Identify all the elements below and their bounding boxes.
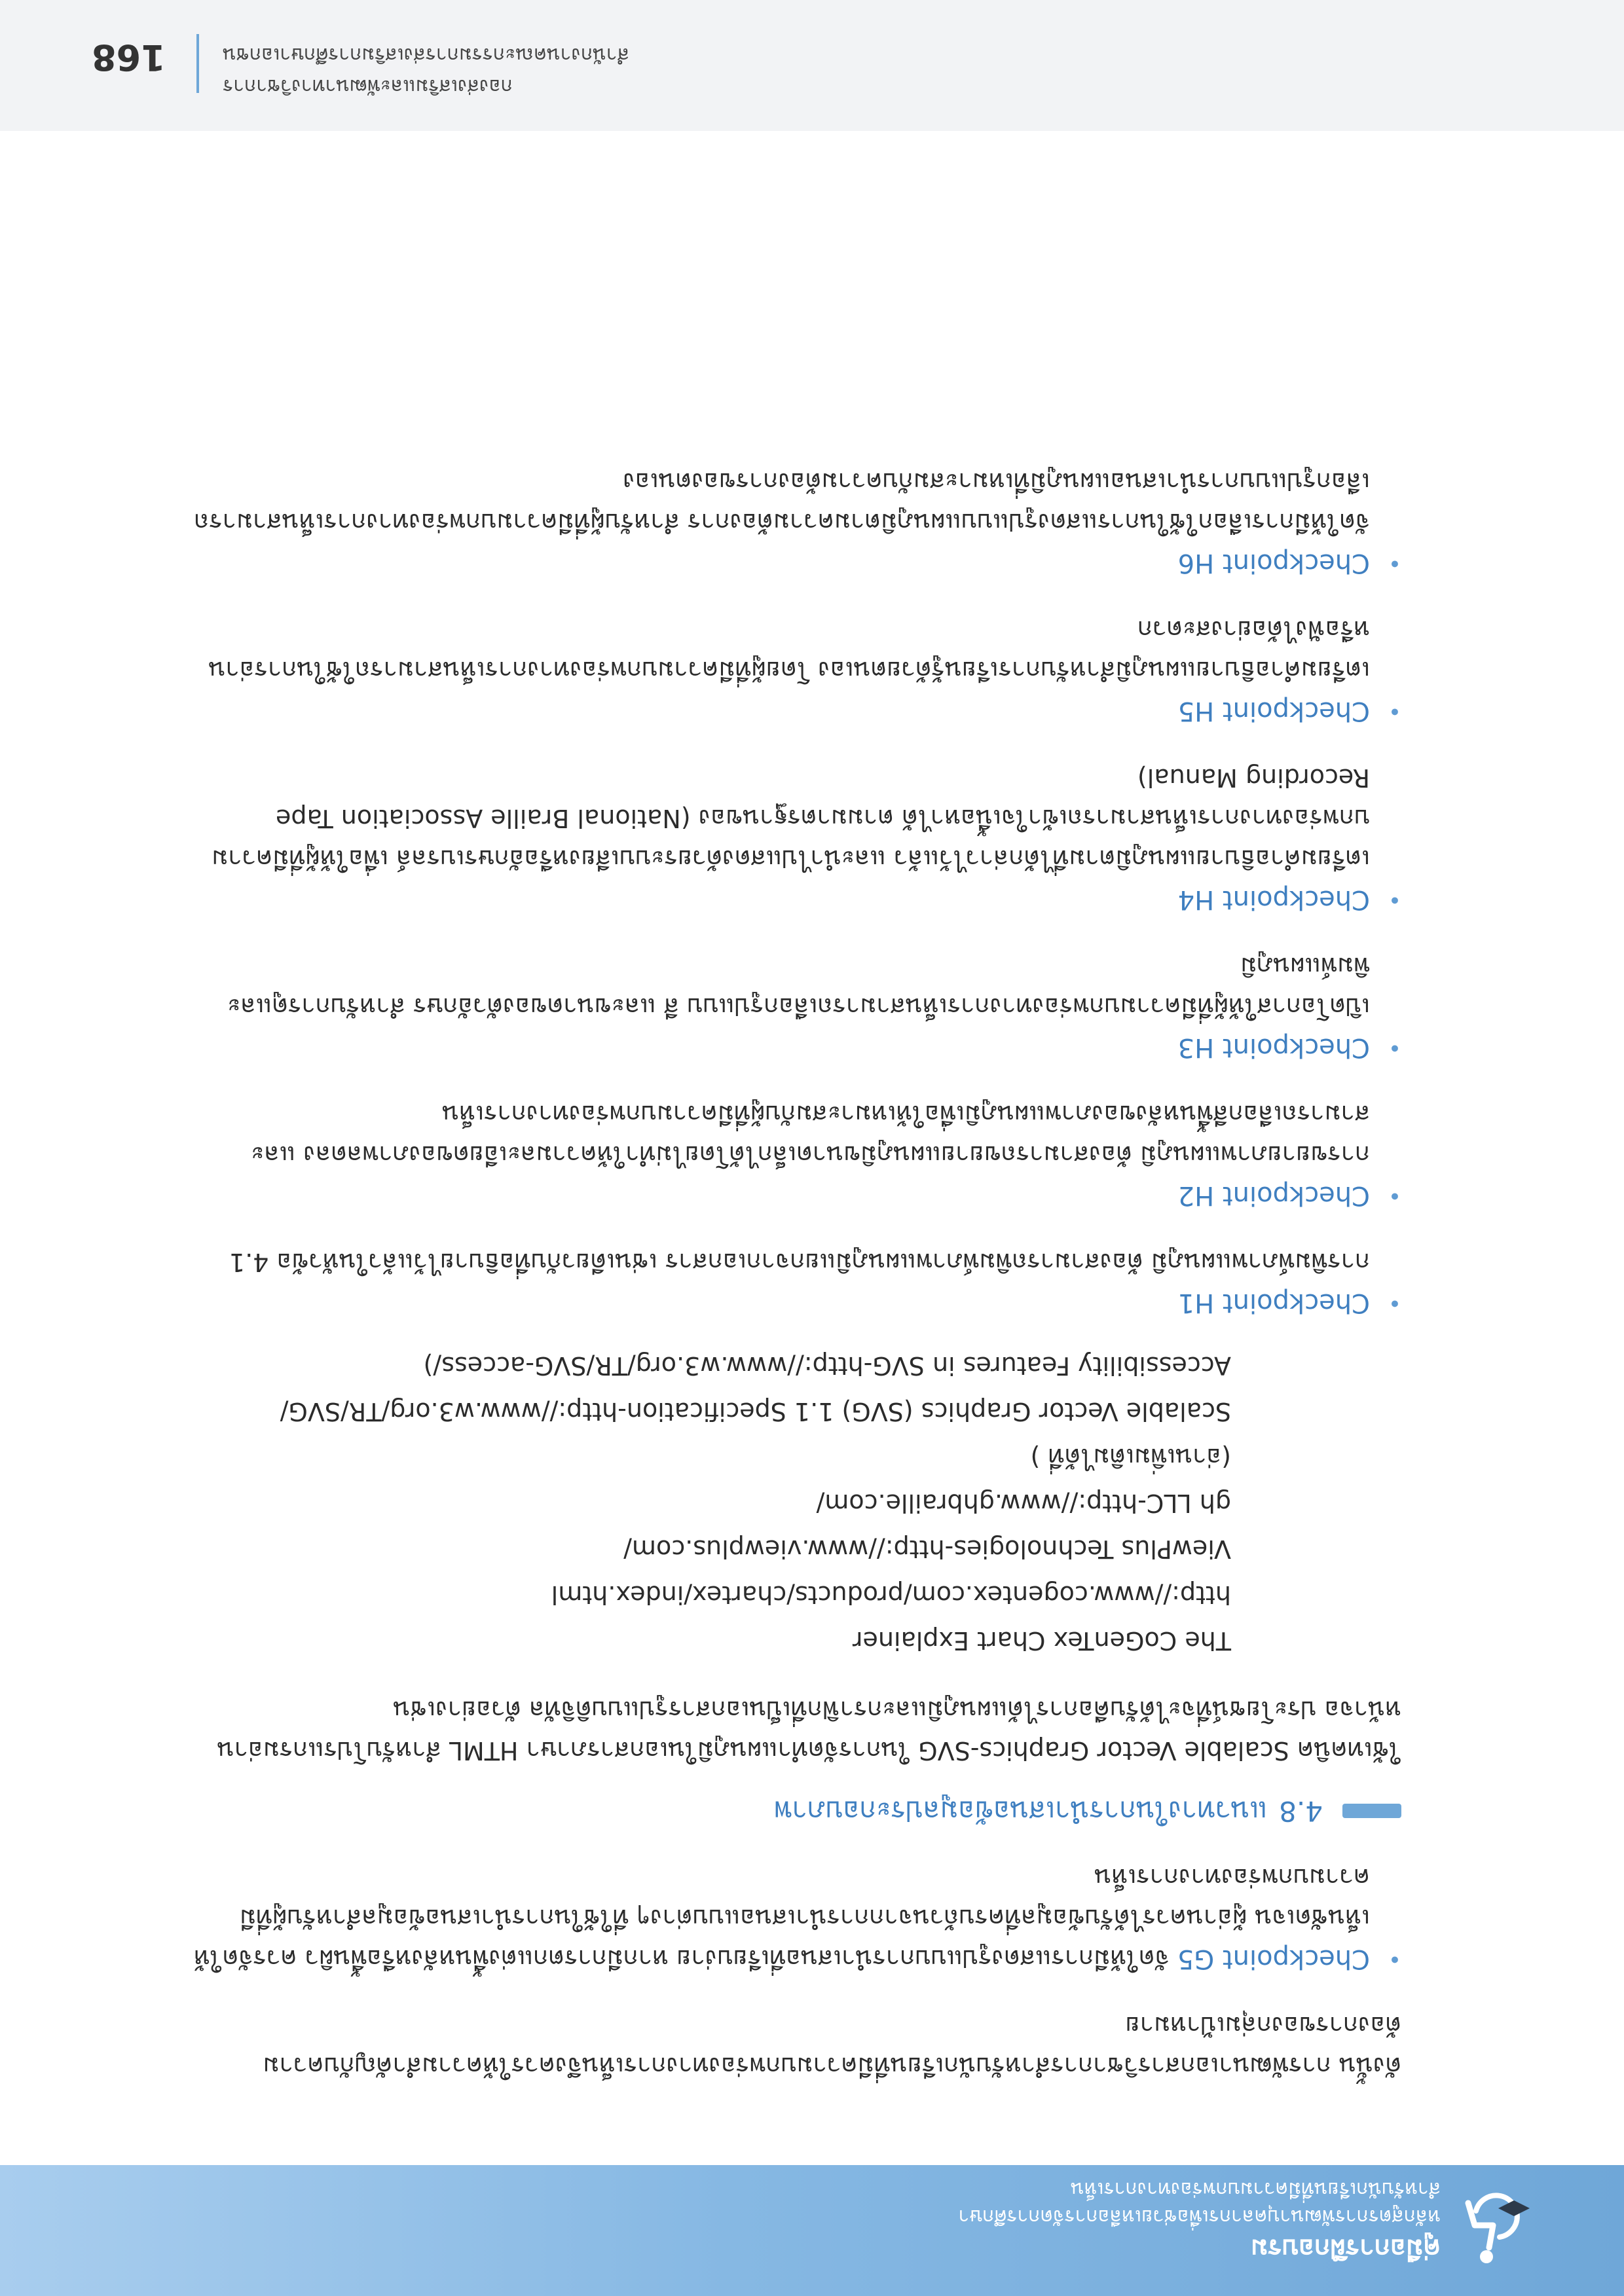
reference-item: ViewPlus Technologies-http://www.viewplus.com/ (623, 1535, 1231, 1563)
checkpoint-text: การขยายภาพแผนภูมิ ต้องสามารถขยายแผนภูมิขนาดเล็กได้โดยไม่ทำให้ความละเอียดของภาพลดลง และสามารถเลือกสีพื้นหลังของภาพแผนภูมิเพื่อให้เหมาะสมกับผู้ที่มีความบกพร่องทางการเห็น (250, 1100, 1370, 1169)
footer-divider (196, 34, 199, 93)
reference-item: gh LLC-http://www.ghbraille.com/ (816, 1489, 1231, 1518)
footer-org-line-2: สำนักงานคณะกรรมการส่งเสริมการศึกษาเอกชน (223, 43, 629, 66)
checkpoint-label: Checkpoint H4 (1177, 884, 1370, 915)
reference-item: Accessibility Features in SVG-http://www.w3.org/TR/SVG-access/) (423, 1351, 1231, 1380)
checkpoint-g5 (183, 1857, 1401, 1979)
section-bar-icon (1342, 1804, 1401, 1818)
main-content (183, 435, 1401, 2086)
checkpoint-text: เตรียมคำอธิบายแผนภูมิตามที่ได้กล่าวไว้แล้ว และนำไปแสดงด้วยระบบเสียงหรืออักษรเบรลล์ เพื่อให้ผู้ที่มีความบกพร่องทางการเห็นสามารถเข้าใจเนื้อหาได้ ตามมาตรฐานของ (National Braille Association Tape Recording Manual) (212, 763, 1370, 873)
checkpoint-h3 (183, 1027, 1401, 1068)
intro-paragraph: ดังนั้น การพัฒนาเอกสารวิชาการสำหรับนักเรียนที่มีความบกพร่องทางการเห็นจึงควรให้ความสำคัญกับความต้องการของกลุ่มเป้าหมาย (263, 2011, 1401, 2081)
reference-item: The CoGenTex Chart Explainer (852, 1626, 1231, 1655)
bullet-icon: • (1388, 1034, 1401, 1061)
checkpoint-h2 (183, 1175, 1401, 1216)
page-number: 168 (92, 37, 166, 78)
bullet-icon: • (1388, 698, 1401, 724)
checkpoint-label: Checkpoint H5 (1177, 696, 1370, 726)
reference-list (183, 1343, 1231, 1664)
footer-band (0, 0, 1624, 131)
section-number: 4.8 (1279, 1795, 1323, 1827)
bullet-icon: • (1388, 1946, 1401, 1972)
footer-org-line-1: กองส่งเสริมและพัฒนาทางวิชาการ (223, 75, 513, 98)
header-subtitle: หลักสูตรการพัฒนาบุคลากรเพื่อช่วยเหลือการจัดการศึกษา (958, 2205, 1441, 2228)
checkpoint-text: เปิดโอกาสให้ผู้ที่มีความบกพร่องทางการเห็นสามารถเลือกรูปแบบ สี และขนาดของตัวอักษร สำหรับการดูและพิมพ์แผนภูมิ (227, 952, 1370, 1021)
checkpoint-text: เตรียมคำอธิบายแผนภูมิสำหรับการเรียนรู้ด้วยตนเอง โดยผู้ที่มีความบกพร่องทางการเห็นสามารถใช้ในการอ่านหรือฟังได้อย่างสะดวก (208, 615, 1370, 685)
section-heading-4-8 (183, 1791, 1401, 1831)
checkpoint-text: การพิมพ์ภาพแผนภูมิ ต้องสามารถพิมพ์ภาพแผนภูมิแยกจากเอกสาร เช่นเดียวกับที่อธิบายไว้แล้วในหัวข้อ 4.1 (229, 1248, 1370, 1277)
header-band (0, 2165, 1624, 2296)
checkpoint-h6 (183, 543, 1401, 583)
checkpoint-h1 (183, 1283, 1401, 1323)
bullet-icon: • (1388, 1290, 1401, 1316)
checkpoint-h4 (183, 879, 1401, 920)
section-intro: ใช้เทคนิค Scalable Vector Graphics-SVG ในการจัดทำแผนภูมิในเอกสารภาษา HTML สำหรับโปรแกรมอ่านหน้าจอ ประโยชน์ที่จะได้รับคือการได้แผนภูมิและกราฟิกที่เป็นเอกสารรูปแบบดิจิทัล ตัวอย่างเช่น (217, 1696, 1401, 1765)
header-subtitle-2: สำหรับนักเรียนที่มีความบกพร่องทางการเห็น (1071, 2178, 1441, 2200)
checkpoint-label: Checkpoint H6 (1177, 548, 1370, 578)
checkpoint-label: Checkpoint H2 (1177, 1180, 1370, 1211)
checkpoint-text: จัดให้มีการเลือกใช้ในการแสดงรูปแบบแผนภูมิตามความต้องการ สำหรับผู้ที่มีความบกพร่องทางการเห็นสามารถเลือกรูปแบบการนำเสนอแผนภูมิที่เหมาะสมกับความต้องการของตนเอง (194, 467, 1370, 537)
checkpoint-text: จัดให้มีการแสดงรูปแบบการนำเสนอที่เรียบง่าย หากมีการตกแต่งพื้นหลังหรือพื้นผิว ควรจัดให้เห็นชัดเจน ผู้อ่านควรได้รับข้อมูลที่ครบถ้วนจากการนำเสนอแบบต่างๆ ที่ใช้ในการนำเสนอข้อมูลสำหรับผู้ที่มีความบกพร่องทางการเห็น (193, 1863, 1370, 1973)
bullet-icon: • (1388, 550, 1401, 576)
header-title: คู่มือการฝึกอบรม (1250, 2233, 1441, 2263)
reference-item: Scalable Vector Graphics (SVG) 1.1 Specification-http://www.w3.org/TR/SVG/ (280, 1397, 1231, 1426)
accessibility-wheelchair-icon (1454, 2190, 1532, 2269)
checkpoint-label: Checkpoint G5 (1177, 1944, 1370, 1974)
checkpoint-label: Checkpoint H3 (1177, 1032, 1370, 1063)
section-title: แนวทางในการนำเสนอข้อมูลประกอบภาพ (773, 1795, 1268, 1827)
bullet-icon: • (1388, 886, 1401, 913)
bullet-icon: • (1388, 1182, 1401, 1209)
reference-item: http://www.cogentex.com/products/chartex/index.html (551, 1580, 1231, 1609)
reference-item: (อ่านเพิ่มเติมได้ที่ ) (1030, 1443, 1231, 1472)
checkpoint-h5 (183, 691, 1401, 731)
checkpoint-label: Checkpoint H1 (1177, 1288, 1370, 1318)
